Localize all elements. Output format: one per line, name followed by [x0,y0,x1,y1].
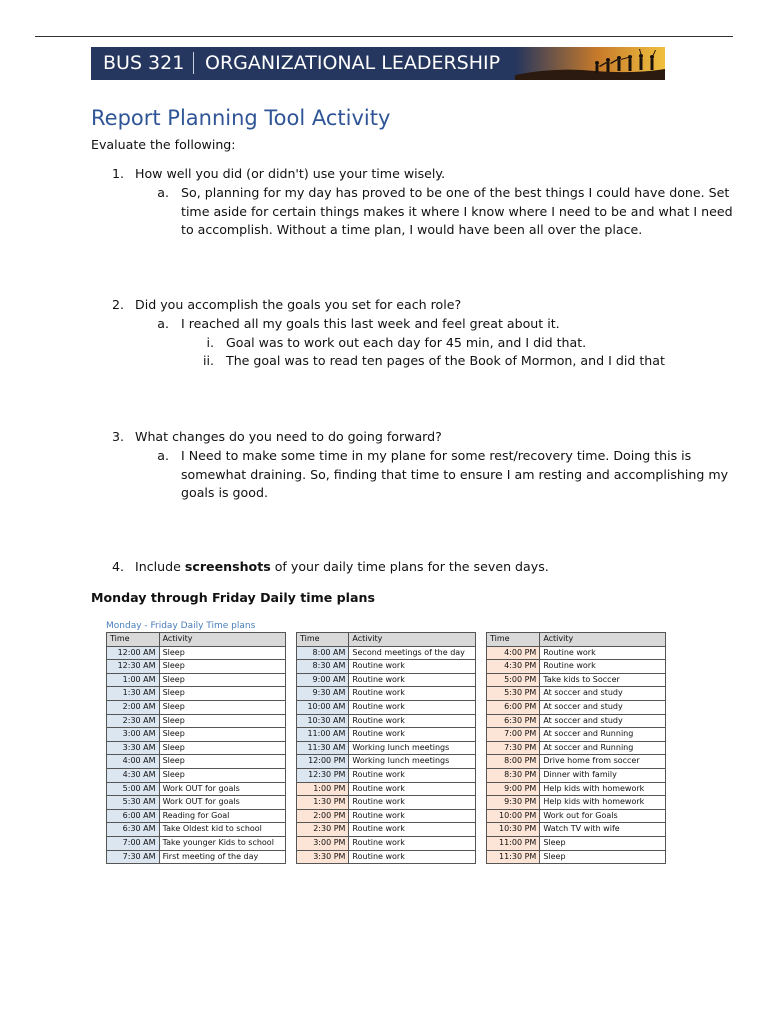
time-cell: 4:30 PM [487,660,540,674]
q2-a-text: I reached all my goals this last week and feel great about it. [181,316,560,331]
activity-cell: Sleep [159,728,285,742]
activity-cell: Sleep [159,741,285,755]
table-row [297,646,476,660]
table-row [107,728,286,742]
activity-cell: Working lunch meetings [349,755,476,769]
time-cell: 10:30 AM [297,714,349,728]
table-row [107,700,286,714]
table-row [297,809,476,823]
table-row [107,796,286,810]
activity-cell: Routine work [349,768,476,782]
time-cell: 4:30 AM [107,768,160,782]
time-cell: 11:00 PM [487,836,540,850]
header-rule [35,36,733,37]
activity-cell: At soccer and study [540,714,666,728]
q2-i-marker: i. [206,334,214,350]
time-cell: 12:00 AM [107,646,160,660]
time-column-header: Time [297,633,349,647]
activity-cell: Sleep [540,850,666,864]
table-row [487,850,666,864]
table-row [107,782,286,796]
activity-cell: Working lunch meetings [349,741,476,755]
banner-divider [193,52,194,74]
table-header-row [487,633,666,647]
table-row [487,796,666,810]
time-cell: 8:00 AM [297,646,349,660]
schedule-caption: Monday - Friday Daily Time plans [106,621,256,631]
q4-text-before: Include [135,559,185,574]
time-cell: 2:30 AM [107,714,160,728]
table-row [107,673,286,687]
time-cell: 2:00 PM [297,809,349,823]
course-name: ORGANIZATIONAL LEADERSHIP [205,52,501,74]
time-cell: 6:00 PM [487,700,540,714]
time-cell: 11:00 AM [297,728,349,742]
table-row [107,809,286,823]
table-row [107,646,286,660]
time-cell: 8:30 PM [487,768,540,782]
table-row [487,768,666,782]
activity-cell: Work OUT for goals [159,782,285,796]
time-cell: 6:30 PM [487,714,540,728]
course-code: BUS 321 [103,52,185,74]
time-cell: 8:30 AM [297,660,349,674]
table-row [297,660,476,674]
time-column-header: Time [487,633,540,647]
table-row [297,850,476,864]
q3-a-line-2: somewhat draining. So, finding that time to ensure I am resting and accomplishing my [181,466,729,482]
table-row [297,796,476,810]
activity-cell: Work OUT for goals [159,796,285,810]
q3-a-line-1: I Need to make some time in my plane for some rest/recovery time. Doing this is [181,448,692,463]
activity-cell: Work out for Goals [540,809,666,823]
time-cell: 5:30 AM [107,796,160,810]
table-row [487,660,666,674]
table-row [487,741,666,755]
table-row [297,836,476,850]
time-cell: 7:30 AM [107,850,160,864]
page-title: Report Planning Tool Activity [91,106,391,130]
time-cell: 2:30 PM [297,823,349,837]
activity-cell: Routine work [349,823,476,837]
time-cell: 8:00 PM [487,755,540,769]
schedule-table-morning [106,632,286,864]
table-header-row [107,633,286,647]
course-banner [91,47,665,80]
activity-cell: Sleep [159,687,285,701]
table-row [487,836,666,850]
time-cell: 3:30 AM [107,741,160,755]
table-row [107,850,286,864]
q4-text [135,558,549,577]
table-row [487,700,666,714]
activity-cell: Routine work [349,782,476,796]
table-row [297,673,476,687]
time-cell: 9:30 PM [487,796,540,810]
table-row [297,687,476,701]
activity-cell: At soccer and Running [540,741,666,755]
table-row [487,728,666,742]
activity-cell: At soccer and study [540,687,666,701]
q2-a-marker: a. [157,316,169,331]
activity-cell: Routine work [349,700,476,714]
q2-i-text: Goal was to work out each day for 45 min, and I did that. [226,334,587,350]
time-cell: 3:30 PM [297,850,349,864]
time-cell: 9:00 AM [297,673,349,687]
activity-cell: Routine work [349,850,476,864]
q2-text: Did you accomplish the goals you set for each role? [135,297,462,312]
activity-cell: Routine work [540,660,666,674]
time-cell: 9:00 PM [487,782,540,796]
table-row [297,728,476,742]
table-row [297,755,476,769]
activity-column-header: Activity [159,633,285,647]
activity-cell: Help kids with homework [540,796,666,810]
activity-cell: Routine work [349,660,476,674]
table-header-row [297,633,476,647]
activity-cell: Sleep [159,714,285,728]
activity-cell: Sleep [540,836,666,850]
time-cell: 10:30 PM [487,823,540,837]
activity-cell: Drive home from soccer [540,755,666,769]
activity-cell: At soccer and study [540,700,666,714]
time-cell: 3:00 AM [107,728,160,742]
table-row [297,700,476,714]
intro-text: Evaluate the following: [91,137,236,152]
activity-cell: Sleep [159,700,285,714]
time-cell: 2:00 AM [107,700,160,714]
activity-cell: First meeting of the day [159,850,285,864]
q1-a-line-2: time aside for certain things makes it where I know where I need to be and what I need [181,203,733,219]
activity-cell: Routine work [349,836,476,850]
table-row [487,809,666,823]
table-row [297,782,476,796]
time-cell: 1:30 AM [107,687,160,701]
time-cell: 5:00 AM [107,782,160,796]
activity-cell: At soccer and Running [540,728,666,742]
time-cell: 7:30 PM [487,741,540,755]
activity-cell: Reading for Goal [159,809,285,823]
time-cell: 9:30 AM [297,687,349,701]
time-cell: 6:30 AM [107,823,160,837]
q1-text: How well you did (or didn't) use your time wisely. [135,166,446,181]
section-heading: Monday through Friday Daily time plans [91,590,375,605]
time-cell: 7:00 AM [107,836,160,850]
table-row [107,660,286,674]
q4-number: 4. [111,559,124,574]
activity-cell: Dinner with family [540,768,666,782]
activity-cell: Sleep [159,755,285,769]
team-silhouette-image [515,47,665,80]
q1-a-marker: a. [157,185,169,200]
activity-cell: Routine work [349,687,476,701]
activity-cell: Routine work [349,714,476,728]
activity-cell: Sleep [159,646,285,660]
time-cell: 11:30 PM [487,850,540,864]
time-cell: 7:00 PM [487,728,540,742]
activity-cell: Take kids to Soccer [540,673,666,687]
table-row [297,823,476,837]
time-cell: 3:00 PM [297,836,349,850]
table-row [107,755,286,769]
q2-number: 2. [111,297,124,312]
time-cell: 5:00 PM [487,673,540,687]
table-row [487,646,666,660]
table-row [487,673,666,687]
table-row [297,768,476,782]
table-row [487,714,666,728]
activity-cell: Routine work [349,728,476,742]
activity-cell: Routine work [349,809,476,823]
time-cell: 11:30 AM [297,741,349,755]
activity-cell: Sleep [159,768,285,782]
activity-cell: Routine work [349,796,476,810]
table-row [107,687,286,701]
time-cell: 1:30 PM [297,796,349,810]
activity-cell: Take younger Kids to school [159,836,285,850]
table-row [487,755,666,769]
table-row [107,714,286,728]
q2-ii-marker: ii. [202,353,214,368]
activity-cell: Second meetings of the day [349,646,476,660]
q1-a-line-1: So, planning for my day has proved to be one of the best things I could have done. Set [181,185,730,200]
activity-cell: Take Oldest kid to school [159,823,285,837]
activity-cell: Sleep [159,660,285,674]
time-cell: 1:00 PM [297,782,349,796]
q3-number: 3. [111,429,124,444]
table-row [297,741,476,755]
schedule-table-evening [486,632,666,864]
q4-text-bold: screenshots [184,559,271,574]
time-column-header: Time [107,633,160,647]
q3-a-line-3: goals is good. [181,485,268,500]
activity-cell: Sleep [159,673,285,687]
time-cell: 10:00 PM [487,809,540,823]
activity-cell: Routine work [540,646,666,660]
table-row [107,836,286,850]
activity-cell: Routine work [349,673,476,687]
time-cell: 6:00 AM [107,809,160,823]
q2-ii-text: The goal was to read ten pages of the Book of Mormon, and I did that [226,353,665,368]
q3-a-marker: a. [157,448,169,463]
time-cell: 4:00 PM [487,646,540,660]
schedule-table-day [296,632,476,864]
table-row [487,823,666,837]
activity-column-header: Activity [540,633,666,647]
q4-text-after: of your daily time plans for the seven days. [270,559,549,574]
time-cell: 1:00 AM [107,673,160,687]
time-cell: 12:30 AM [107,660,160,674]
table-row [107,741,286,755]
table-row [487,782,666,796]
activity-cell: Help kids with homework [540,782,666,796]
table-row [487,687,666,701]
time-cell: 12:30 PM [297,768,349,782]
table-row [297,714,476,728]
time-cell: 4:00 AM [107,755,160,769]
activity-column-header: Activity [349,633,476,647]
q1-a-line-3: to accomplish. Without a time plan, I would have been all over the place. [181,222,643,237]
time-cell: 12:00 PM [297,755,349,769]
time-cell: 10:00 AM [297,700,349,714]
time-cell: 5:30 PM [487,687,540,701]
q1-number: 1. [111,166,124,181]
q3-text: What changes do you need to do going forward? [135,429,442,444]
activity-cell: Watch TV with wife [540,823,666,837]
table-row [107,768,286,782]
table-row [107,823,286,837]
